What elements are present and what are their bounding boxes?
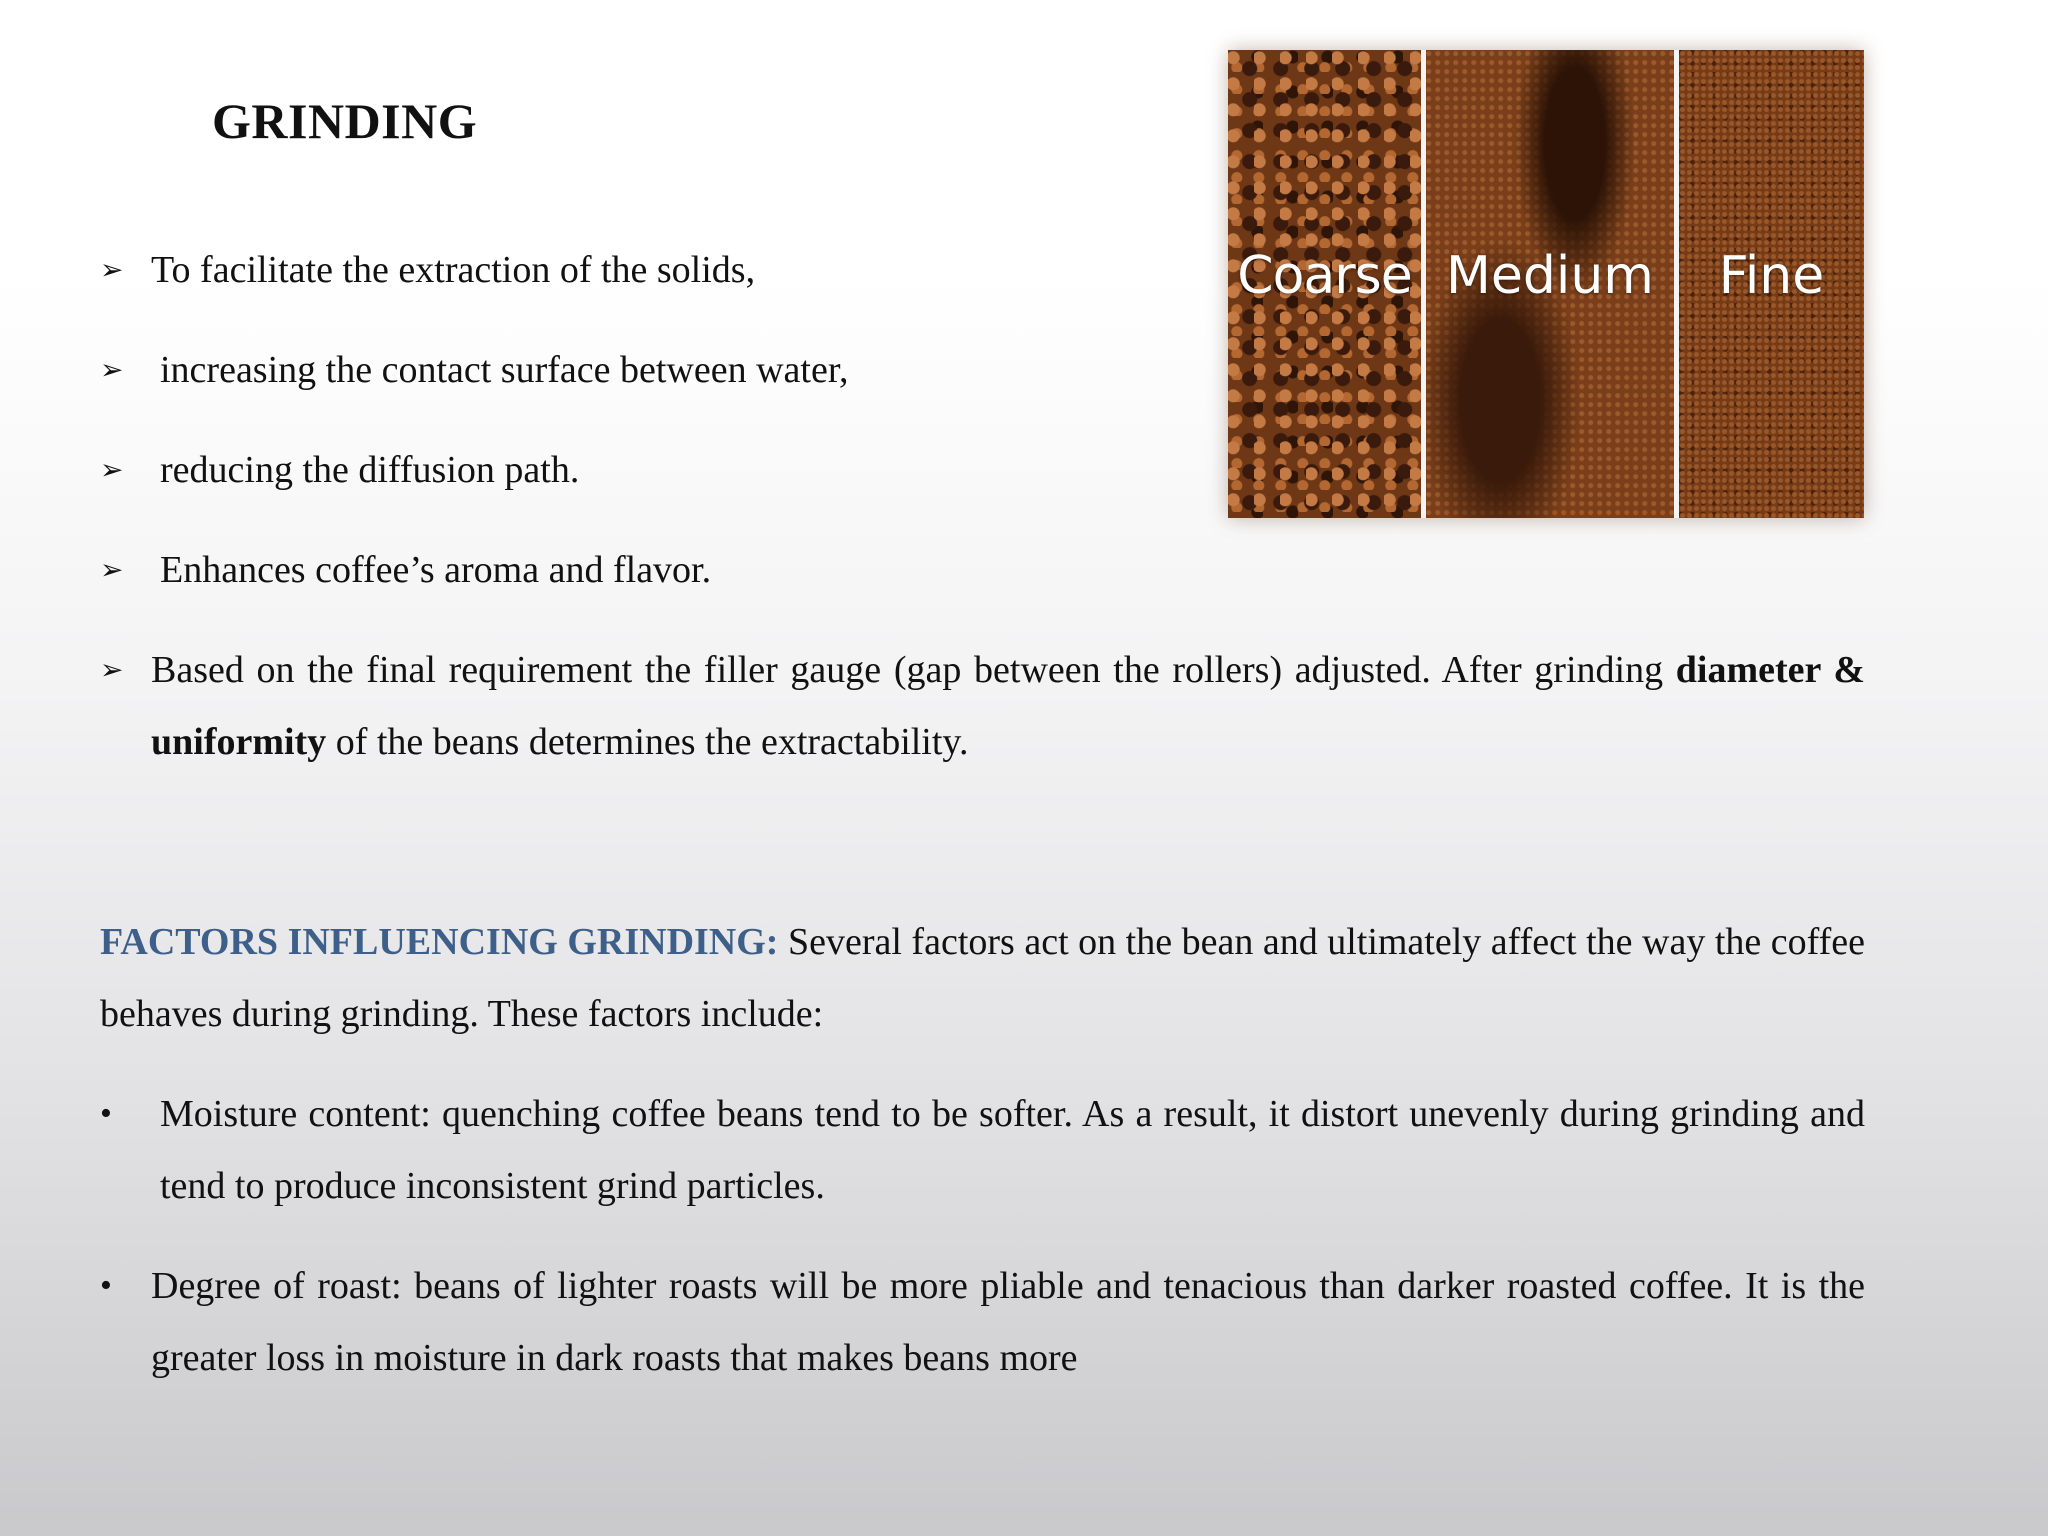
factors-intro: Several factors act on the bean and ultimately affect the way the coffee behaves during grinding. These factors include: — [100, 921, 1865, 1035]
arrow-bullet-icon: ➢ — [100, 353, 124, 386]
bullet-text: reducing the diffusion path. — [160, 449, 580, 491]
dot-bullet-icon: • — [100, 1095, 112, 1132]
arrow-bullet-icon: ➢ — [100, 553, 124, 586]
factors-heading: FACTORS INFLUENCING GRINDING: — [100, 921, 779, 963]
bullet-text: Enhances coffee’s aroma and flavor. — [160, 549, 712, 591]
bullet-text-emphasis: diameter & uniformity — [151, 649, 1865, 763]
fine-label: Fine — [1718, 246, 1825, 306]
slide-title: GRINDING — [212, 93, 478, 149]
arrow-bullet-icon: ➢ — [100, 653, 124, 686]
fine-grind-panel — [1679, 50, 1864, 518]
coffee-grind-image — [1228, 50, 1864, 518]
factors-paragraph — [100, 906, 1865, 1050]
bullet-item — [100, 534, 1865, 606]
bullet-text: To facilitate the extraction of the solids, — [151, 249, 756, 291]
medium-label: Medium — [1446, 246, 1654, 306]
factor-text: Moisture content: quenching coffee beans tend to be softer. As a result, it distort unevenly during grinding and tend to produce inconsistent grind particles. — [160, 1093, 1865, 1207]
arrow-bullet-icon: ➢ — [100, 253, 124, 286]
bullet-text-lead: Based on the final requirement the filler gauge (gap between the rollers) adjusted. After grinding — [151, 649, 1676, 691]
coarse-label: Coarse — [1237, 246, 1412, 306]
factor-item — [100, 1078, 1865, 1222]
factor-item — [100, 1250, 1865, 1394]
bullet-text — [100, 634, 1865, 778]
factor-text: Degree of roast: beans of lighter roasts will be more pliable and tenacious than darker roasted coffee. It is the greater loss in moisture in dark roasts that makes beans more — [151, 1265, 1865, 1379]
bullet-text-tail: of the beans determines the extractability. — [326, 721, 969, 763]
medium-grind-panel — [1426, 50, 1674, 518]
dot-bullet-icon: • — [100, 1267, 112, 1304]
arrow-bullet-icon: ➢ — [100, 453, 124, 486]
bullet-item — [100, 634, 1865, 778]
bullet-text: increasing the contact surface between water, — [160, 349, 849, 391]
coarse-grind-panel — [1228, 50, 1421, 518]
